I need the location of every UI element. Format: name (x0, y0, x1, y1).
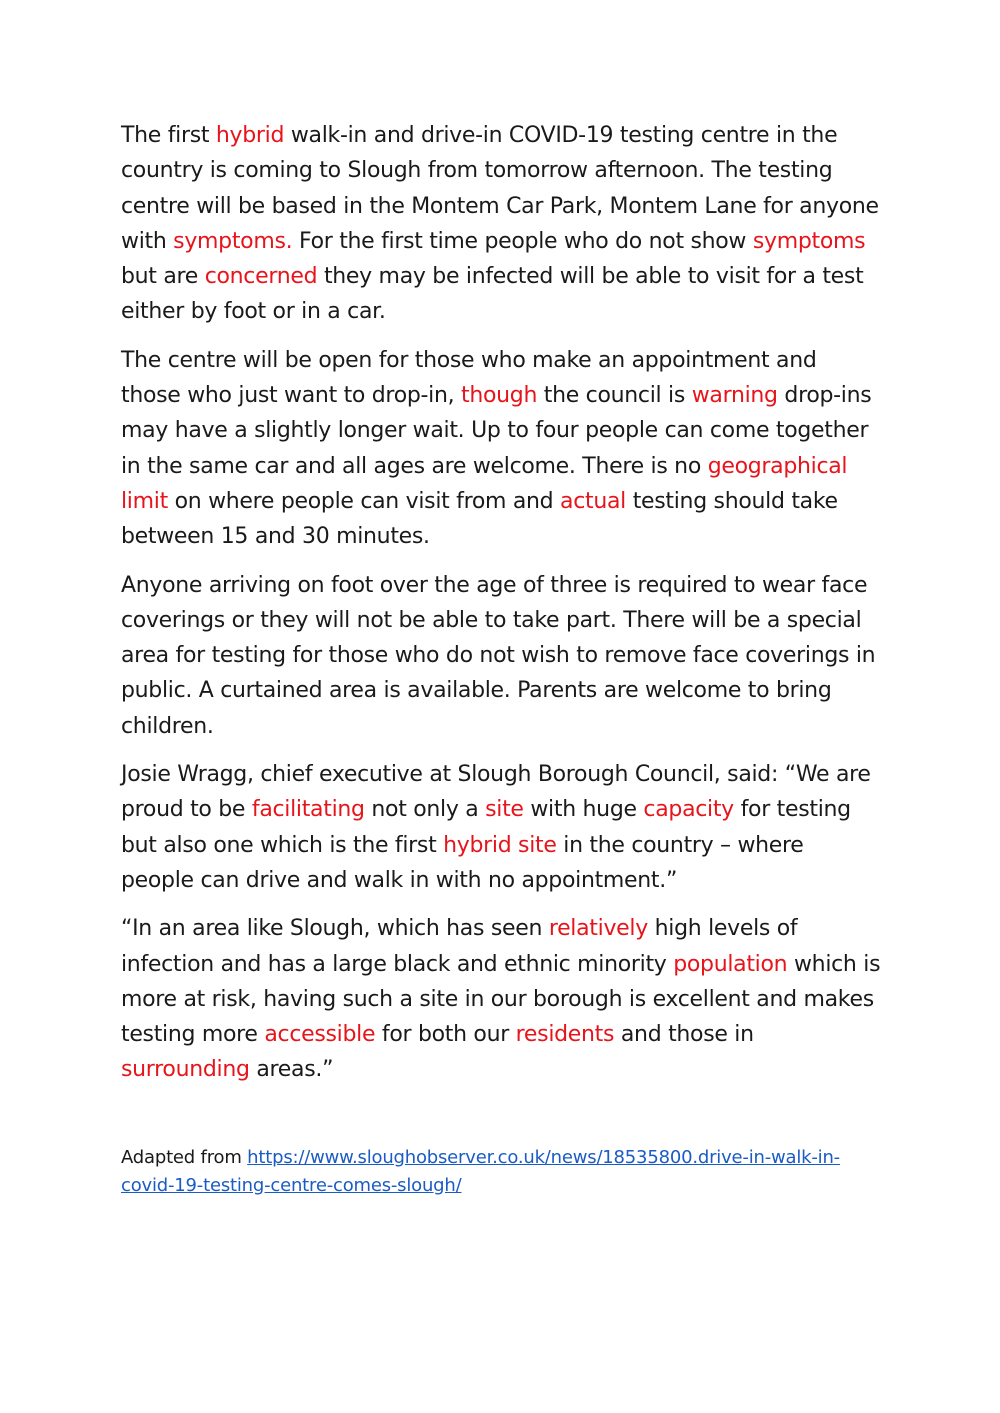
text-segment: for both our (375, 1022, 516, 1048)
text-segment: they may be infected will be able to visit for a test either by foot or in a car. (121, 264, 864, 325)
highlighted-word: relatively (548, 916, 648, 942)
highlighted-word: concerned (204, 264, 318, 290)
article-paragraph (121, 757, 881, 898)
text-segment: not only a (364, 797, 486, 823)
text-segment: drop-ins may have a slightly longer wait. Up to four people can come together in the same car and all ages are welcome. There is no (121, 383, 872, 479)
highlighted-word: hybrid site (443, 832, 557, 858)
text-segment: with huge (523, 797, 644, 823)
text-segment: walk-in and drive-in COVID-19 testing centre in the country is coming to Slough from tomorrow afternoon. The testing centre will be based in the Montem Car Park, Montem Lane for anyone with (121, 123, 879, 254)
text-segment: For the first time people who do not show (292, 228, 753, 254)
text-segment: which is more at risk, having such a site in our borough is excellent and makes testing more (121, 951, 881, 1048)
highlighted-word: site (485, 797, 524, 823)
text-segment: in the country – where people can drive and walk in with no appointment.” (121, 832, 804, 893)
text-segment: the council is (537, 383, 692, 409)
text-segment: on where people can visit from and (167, 488, 561, 514)
source-link[interactable]: https://www.sloughobserver.co.uk/news/18535800.drive-in-walk-in-covid-19-testing-centre-comes-slough/ (121, 1146, 840, 1196)
highlighted-word: accessible (264, 1022, 376, 1048)
highlighted-word: warning (691, 383, 778, 409)
highlighted-word: geographical limit (121, 453, 848, 514)
article-paragraph (121, 118, 881, 330)
text-segment: high levels of infection and has a large black and ethnic minority (121, 916, 798, 977)
highlighted-word: surrounding (121, 1057, 250, 1083)
article-body (121, 118, 881, 1088)
article-paragraph (121, 568, 881, 744)
source-prefix: Adapted from (121, 1146, 248, 1168)
highlighted-word: facilitating (251, 797, 365, 823)
source-attribution (121, 1144, 881, 1200)
highlighted-word: though (461, 383, 538, 409)
text-segment: but are (121, 264, 205, 290)
highlighted-word: population (673, 951, 788, 977)
text-segment: for testing but also one which is the first (121, 797, 851, 858)
article-paragraph (121, 911, 881, 1087)
text-segment: Anyone arriving on foot over the age of three is required to wear face coverings or they will not be able to take part. There will be a special area for testing for those who do not wish to remove face coverings in public. A curtained area is available. Parents are welcome to bring children. (121, 572, 876, 739)
article-page (121, 118, 881, 1200)
highlighted-word: symptoms. (173, 228, 293, 254)
highlighted-word: residents (515, 1022, 615, 1048)
article-paragraph (121, 343, 881, 555)
text-segment: Josie Wragg, chief executive at Slough Borough Council, said: “We are proud to be (121, 762, 871, 823)
text-segment: “In an area like Slough, which has seen (121, 916, 549, 942)
text-segment: The first (121, 123, 216, 148)
text-segment: and those in (614, 1022, 754, 1048)
text-segment: The centre will be open for those who make an appointment and those who just want to drop-in, (121, 347, 817, 409)
text-segment: areas.” (249, 1057, 334, 1083)
highlighted-word: actual (560, 488, 626, 514)
highlighted-word: hybrid (215, 123, 285, 148)
highlighted-word: symptoms (752, 228, 866, 254)
text-segment: testing should take between 15 and 30 minutes. (121, 488, 838, 550)
highlighted-word: capacity (643, 797, 734, 823)
